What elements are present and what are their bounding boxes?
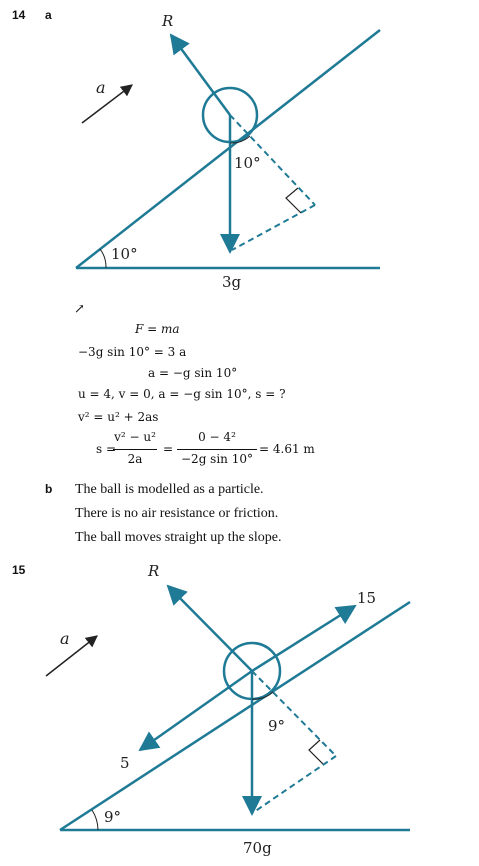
acceleration-arrow [82,85,132,123]
weight-label: 70g [243,839,272,857]
acceleration-label: a [60,629,70,648]
acceleration-arrow [46,636,97,676]
working-line-2: −3g sin 10° = 3 a [78,345,187,359]
fraction-2-numerator: 0 − 4² [198,430,236,444]
question-number-15: 15 [12,563,26,577]
perpendicular-component [252,671,336,756]
working-line-1: F = ma [135,322,180,336]
fraction-1-bar [113,449,157,450]
diagram-14 [0,0,479,300]
s-equals: s = [96,442,117,456]
fraction-2-denominator: −2g sin 10° [181,452,253,466]
parallel-component [254,756,336,812]
force-label-R: R [162,12,174,30]
parallel-component [232,205,315,250]
part-b-line-3: The ball moves straight up the slope. [75,530,282,545]
part-b-line-1: The ball is modelled as a particle. [75,482,264,497]
slope-angle-label: 9° [104,808,122,826]
force-label-R: R [148,562,160,580]
slope-line [60,602,410,830]
working-line-5: v² = u² + 2as [78,410,159,424]
weight-angle-label: 10° [234,154,261,172]
driving-force-arrow [252,606,355,671]
working-line-3: a = −g sin 10° [148,366,238,380]
part-label-b: b [45,482,53,496]
resistance-force-label: 5 [120,754,130,772]
fraction-2-bar [177,449,257,450]
driving-force-label: 15 [357,589,377,607]
weight-angle-label: 9° [268,717,286,735]
part-b-line-2: There is no air resistance or friction. [75,506,279,521]
result: = 4.61 m [259,442,315,456]
right-angle-mark [286,188,301,213]
fraction-1-denominator: 2a [127,452,143,466]
question-number-14: 14 [12,8,26,22]
right-angle-mark [309,740,323,764]
slope-line [76,30,380,268]
slope-angle-arc [100,249,106,268]
equals-sign: = [163,442,174,456]
normal-force-arrow [168,586,252,671]
resistance-force-arrow [140,671,252,750]
working-line-4: u = 4, v = 0, a = −g sin 10°, s = ? [78,387,286,401]
weight-label: 3g [222,273,242,291]
part-label-a: a [45,8,52,22]
small-arrow: ↗ [74,302,85,317]
normal-force-arrow [171,35,230,115]
diagram-15 [0,556,479,866]
acceleration-label: a [96,78,106,97]
slope-angle-arc [92,810,98,830]
slope-angle-label: 10° [111,245,138,263]
fraction-1-numerator: v² − u² [114,430,156,444]
